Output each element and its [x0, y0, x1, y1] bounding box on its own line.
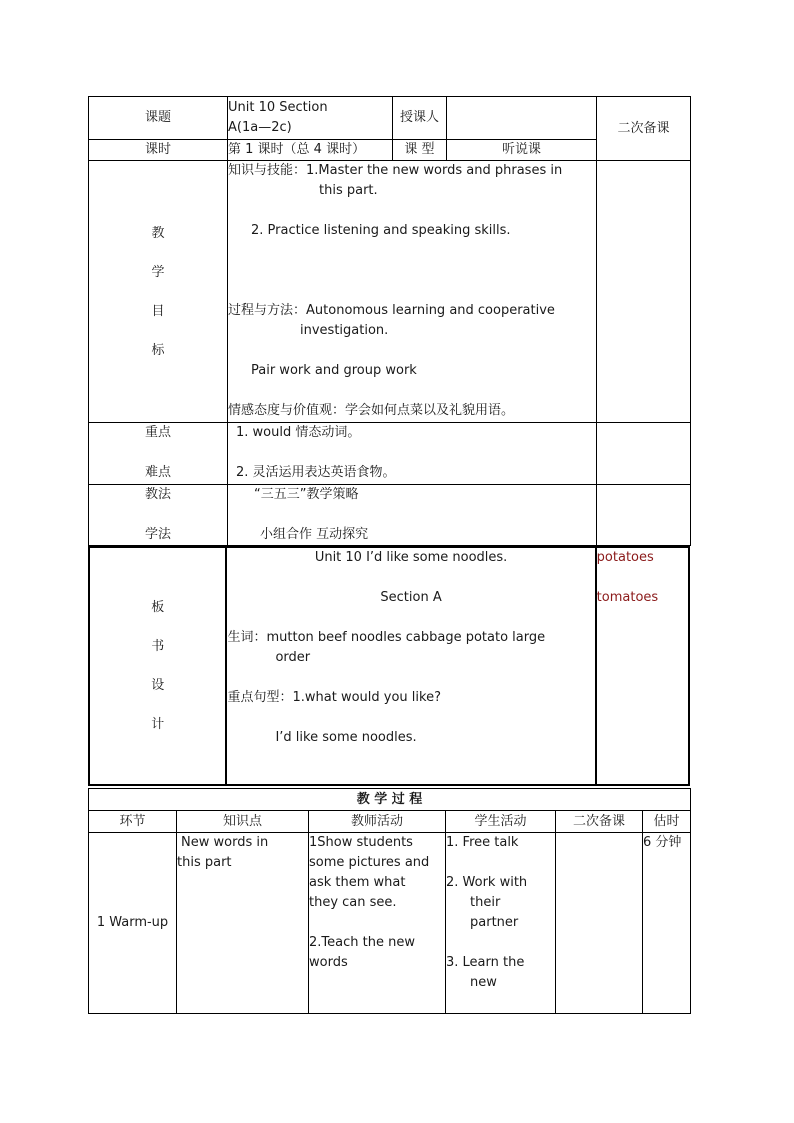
- methods-second-prep: [597, 485, 691, 546]
- teacher-line-2: some pictures and: [309, 855, 430, 870]
- objectives-label: [89, 161, 228, 423]
- teacher-cell: [309, 833, 446, 1014]
- board-content: [226, 547, 595, 785]
- table-row: [89, 833, 691, 1014]
- time-cell: 6 分钟: [643, 833, 691, 1014]
- second-prep-cell: [556, 833, 643, 1014]
- process-title: 教 学 过 程: [89, 789, 691, 811]
- period-label: 课时: [89, 140, 228, 161]
- keypoints-content: [228, 423, 597, 485]
- second-prep-header: 二次备课: [597, 97, 691, 161]
- objectives-char-2: 学: [151, 264, 165, 280]
- objectives-char-4: 标: [151, 342, 165, 358]
- knowledge-line-1b: this part.: [319, 183, 378, 198]
- teacher-value: [447, 97, 597, 140]
- teacher-line-5: 2.Teach the new: [309, 935, 415, 950]
- teaching-process-table: [88, 788, 691, 1014]
- vocab-prefix: 生词：: [227, 630, 267, 645]
- board-title: Unit 10 I’d like some noodles.: [314, 550, 508, 565]
- col-header-stage: 环节: [89, 811, 177, 833]
- vocab-text: mutton beef noodles cabbage potato large: [266, 630, 546, 645]
- board-vocab-line: [227, 628, 594, 648]
- col-header-second-prep: 二次备课: [556, 811, 643, 833]
- knowledge-text-1a: 1.Master the new words and phrases in: [306, 163, 563, 178]
- method-1: “三五三”教学策略: [254, 487, 359, 502]
- knowledge-cell-line-1: New words in: [181, 835, 269, 850]
- board-char-3: 设: [151, 678, 165, 693]
- teacher-line-6: words: [309, 955, 348, 970]
- objectives-second-prep: [597, 161, 691, 423]
- keypoint-2: 2. 灵活运用表达英语食物。: [236, 465, 396, 480]
- methods-label: [89, 485, 228, 546]
- stage-cell: 1 Warm-up: [89, 833, 177, 1014]
- method-2: 小组合作 互动探究: [260, 527, 369, 542]
- period-value: 第 1 课时（总 4 课时）: [228, 140, 393, 161]
- board-section: Section A: [380, 590, 442, 605]
- board-char-4: 计: [151, 717, 165, 732]
- student-line-1: 1. Free talk: [446, 835, 519, 850]
- knowledge-line-1: [228, 161, 596, 181]
- board-pattern-line: [227, 688, 594, 708]
- knowledge-line-2: 2. Practice listening and speaking skills.: [251, 223, 511, 238]
- process-text-1a: Autonomous learning and cooperative: [306, 303, 555, 318]
- keypoints-label: [89, 423, 228, 485]
- board-label: [89, 547, 226, 785]
- topic-value-line1: Unit 10 Section: [228, 100, 328, 115]
- keypoint-1: 1. would 情态动词。: [236, 425, 361, 440]
- topic-value: [228, 97, 393, 140]
- col-header-time: 估时: [643, 811, 691, 833]
- board-side-notes: [596, 547, 689, 785]
- side-note-tomatoes: tomatoes: [596, 590, 659, 605]
- col-header-knowledge: 知识点: [177, 811, 309, 833]
- process-line-1: [228, 301, 596, 321]
- keypoints-second-prep: [597, 423, 691, 485]
- student-line-3b: new: [470, 975, 497, 990]
- board-pattern-line-2: I’d like some noodles.: [275, 730, 417, 745]
- keypoints-label-1: 重点: [144, 425, 171, 440]
- board-vocab-line-2: order: [275, 650, 311, 665]
- col-header-student: 学生活动: [446, 811, 556, 833]
- teacher-line-3: ask them what: [309, 875, 406, 890]
- board-char-1: 板: [151, 600, 165, 615]
- objectives-char-3: 目: [151, 303, 165, 319]
- topic-value-line2: A(1a—2c): [228, 120, 292, 135]
- process-prefix: 过程与方法：: [228, 303, 307, 318]
- objectives-content: [228, 161, 597, 423]
- student-line-2a: 2. Work with: [446, 875, 528, 890]
- teacher-line-1: 1Show students: [309, 835, 413, 850]
- student-line-2c: partner: [470, 915, 519, 930]
- board-char-2: 书: [151, 639, 165, 654]
- col-header-teacher: 教师活动: [309, 811, 446, 833]
- board-design-table: [88, 546, 690, 786]
- type-value: 听说课: [447, 140, 597, 161]
- methods-content: [228, 485, 597, 546]
- objectives-char-1: 教: [151, 225, 165, 241]
- teacher-line-4: they can see.: [309, 895, 397, 910]
- topic-label: 课题: [89, 97, 228, 140]
- process-line-1b: investigation.: [300, 323, 389, 338]
- student-line-3a: 3. Learn the: [446, 955, 525, 970]
- knowledge-cell-line-2: this part: [177, 855, 232, 870]
- teacher-label: 授课人: [393, 97, 447, 140]
- lesson-plan-table: [88, 96, 691, 546]
- student-cell: [446, 833, 556, 1014]
- methods-label-2: 学法: [144, 527, 171, 542]
- methods-label-1: 教法: [144, 487, 171, 502]
- pattern-text: 1.what would you like?: [292, 690, 441, 705]
- side-note-potatoes: potatoes: [596, 550, 654, 565]
- type-label: 课 型: [393, 140, 447, 161]
- pattern-prefix: 重点句型：: [227, 690, 293, 705]
- process-line-2: Pair work and group work: [251, 363, 417, 378]
- knowledge-cell: [177, 833, 309, 1014]
- knowledge-prefix: 知识与技能：: [228, 163, 307, 178]
- keypoints-label-2: 难点: [144, 465, 171, 480]
- emotion-line: 情感态度与价值观：学会如何点菜以及礼貌用语。: [228, 403, 515, 418]
- student-line-2b: their: [470, 895, 501, 910]
